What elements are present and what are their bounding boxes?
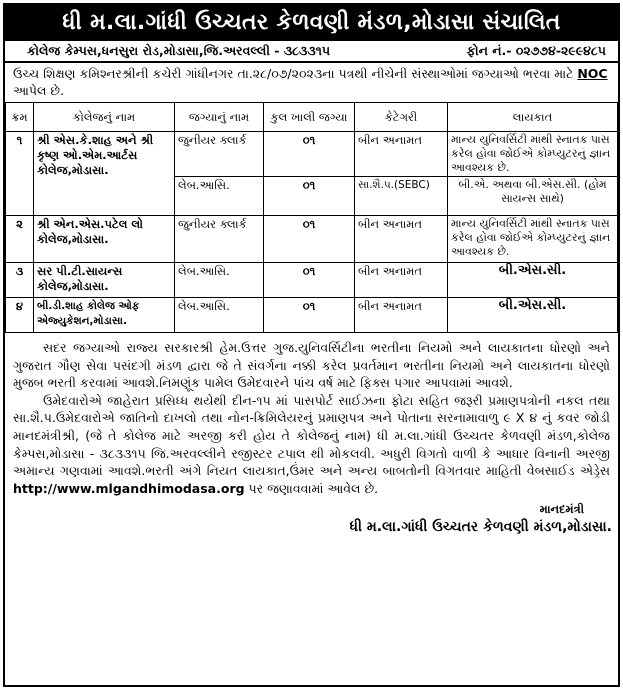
intro	[5, 63, 618, 102]
signature-role: માનદમંત્રી	[539, 502, 584, 517]
category-cell: બીન અનામત	[355, 132, 448, 177]
college-cell: બી.ડી.શાહ કોલેજ ઓફ એજ્યુકેશન,મોડાસા.	[34, 298, 175, 333]
qualification-cell: બી.એસ.સી.	[448, 298, 618, 333]
college-cell: શ્રી એસ.કે.શાહ અને શ્રી કૃષ્ણ ઓ.એમ.આર્ટસ કોલેજ,મોડાસા.	[34, 132, 175, 216]
phone: ફોન નં.- ૦૨૭૭૪-૨૯૯૪૮૫	[466, 43, 606, 58]
category-cell: બીન અનામત	[355, 298, 448, 333]
qualification-cell: માન્ય યુનિવર્સિટી માંથી સ્નાતક પાસ કરેલ હોવા જોઈએ કોમ્પ્યુટરનું જ્ઞાન આવશ્યક છે.	[448, 132, 618, 177]
category-cell: સા.શૈ.પ.(SEBC)	[355, 177, 448, 216]
intro-text: ઉચ્ચ શિક્ષણ કમિશ્નરશ્રીની કચેરી ગાંધીનગર તા.૨૮/૦૭/૨૦૨૩ના પત્રથી નીચેની સંસ્થાઓમાં જગ્યાઓ ભરવા માટે	[13, 66, 578, 81]
col-vacancy: કુલ ખાલી જગ્યા	[264, 103, 355, 132]
vacancy-cell: ૦૧	[264, 177, 355, 216]
paragraph-2-text: ઉમેદવારોએ જાહેરાત પ્રસિધ્ધ થયેથી દીન-૧૫ માં પાસપોર્ટ સાઈઝના ફોટા સહિત જરૂરી પ્રમાણપત્રોની નકલ તથા સા.શૈ.પ.ઉમેદવારોએ જાતિનો દાખલો તથા નોન-ક્રિમિલેયરનું પ્રમાણપત્ર અને પોતાના સરનામાવાળુ ૯ X ૪ નું કવર જોડી માનદમંત્રીશ્રી, (જે તે કોલેજ માટે અરજી કરી હોય તે કોલેજનું નામ) ધી મ.લા.ગાંધી ઉચ્ચતર કેળવણી મંડળ,કોલેજ કેમ્પસ,મોડાસા - ૩૮૩૩૧૫ જિ.અરવલ્લીને રજીસ્ટર ટપાલ થી મોકલવી. અધુરી વિગતો વાળી કે આધાર વિનાની અરજી અમાન્ય ગણવામાં આવશે.ભરતી અંગે નિયત લાયકાત,ઉંમર અને અન્ય બાબતોની વિગતવાર માહિતી વેબસાઈડ એડ્રેસ	[13, 392, 610, 479]
signature-org: ધી મ.લા.ગાંધી ઉચ્ચતર કેળવણી મંડળ,મોડાસા.	[349, 519, 612, 536]
post-cell: લેબ.આસિ.	[175, 263, 264, 298]
address: કોલેજ કેમ્પસ,ધનસુરા રોડ,મોડાસા,જિ.અરવલ્લી - ૩૮૩૩૧૫	[27, 43, 331, 58]
qualification-cell: બી.એસ.સી.	[448, 263, 618, 298]
post-cell: લેબ.આસિ.	[175, 177, 264, 216]
post-cell: જુનીયર ક્લાર્ક	[175, 132, 264, 177]
website-link[interactable]: http://www.mlgandhimodasa.org	[13, 480, 245, 496]
category-cell: બીન અનામત	[355, 216, 448, 263]
paragraph-2	[13, 392, 610, 498]
address-line	[5, 41, 618, 63]
col-college: કોલેજનું નામ	[34, 103, 175, 132]
vacancy-cell: ૦૧	[264, 263, 355, 298]
category-cell: બીન અનામત	[355, 263, 448, 298]
qualification-cell: બી.એ. અથવા બી.એસ.સી. (હોમ સાયન્સ સાથે)	[448, 177, 618, 216]
vacancy-cell: ૦૧	[264, 216, 355, 263]
sr-cell: ૨	[6, 216, 34, 263]
post-cell: લેબ.આસિ.	[175, 298, 264, 333]
college-cell: સર પી.ટી.સાયન્સ કોલેજ,મોડાસા.	[34, 263, 175, 298]
intro-end: આપેલ છે.	[13, 83, 65, 98]
table-row	[6, 263, 618, 298]
paragraph-2-end: પર જણાવવામાં આવેલ છે.	[244, 480, 379, 496]
vacancy-table	[5, 102, 618, 333]
table-header	[6, 103, 618, 132]
post-cell: જુનીયર ક્લાર્ક	[175, 216, 264, 263]
table-row	[6, 132, 618, 177]
notice-body	[5, 333, 618, 497]
col-sr: ક્રમ	[6, 103, 34, 132]
vacancy-cell: ૦૧	[264, 298, 355, 333]
header-title: ધી મ.લા.ગાંધી ઉચ્ચતર કેળવણી મંડળ,મોડાસા સંચાલિત	[5, 5, 618, 41]
col-post: જગ્યાનું નામ	[175, 103, 264, 132]
sr-cell: ૪	[6, 298, 34, 333]
table-row	[6, 216, 618, 263]
sr-cell: ૧	[6, 132, 34, 216]
paragraph-1: સદર જગ્યાઓ રાજ્ય સરકારશ્રી હેમ.ઉત્તર ગુજ.યુનિવર્સિટીના ભરતીના નિયમો અને લાયકાતના ધોરણો અને ગુજરાત ગૌણ સેવા પસંદગી મંડળ દ્વારા જે તે સંવર્ગના નક્કી કરેલ પ્રવર્તમાન ભરતીના નિયમો અને લાયકાતના ધોરણો મુજબ ભરતી કરવામાં આવશે.નિમણૂંક પામેલ ઉમેદવારને પાંચ વર્ષ માટે ફિક્સ પગાર આપવામાં આવશે.	[13, 340, 610, 391]
vacancy-cell: ૦૧	[264, 132, 355, 177]
sr-cell: ૩	[6, 263, 34, 298]
col-qualification: લાયકાત	[448, 103, 618, 132]
table-row	[6, 298, 618, 333]
qualification-cell: માન્ય યુનિવર્સિટી માંથી સ્નાતક પાસ કરેલ હોવા જોઈએ કોમ્પ્યુટરનું જ્ઞાન આવશ્યક છે.	[448, 216, 618, 263]
noc-label: NOC	[577, 66, 608, 81]
college-cell: શ્રી એન.એસ.પટેલ લો કોલેજ,મોડાસા.	[34, 216, 175, 263]
col-category: કેટેગરી	[355, 103, 448, 132]
notice	[3, 3, 620, 687]
